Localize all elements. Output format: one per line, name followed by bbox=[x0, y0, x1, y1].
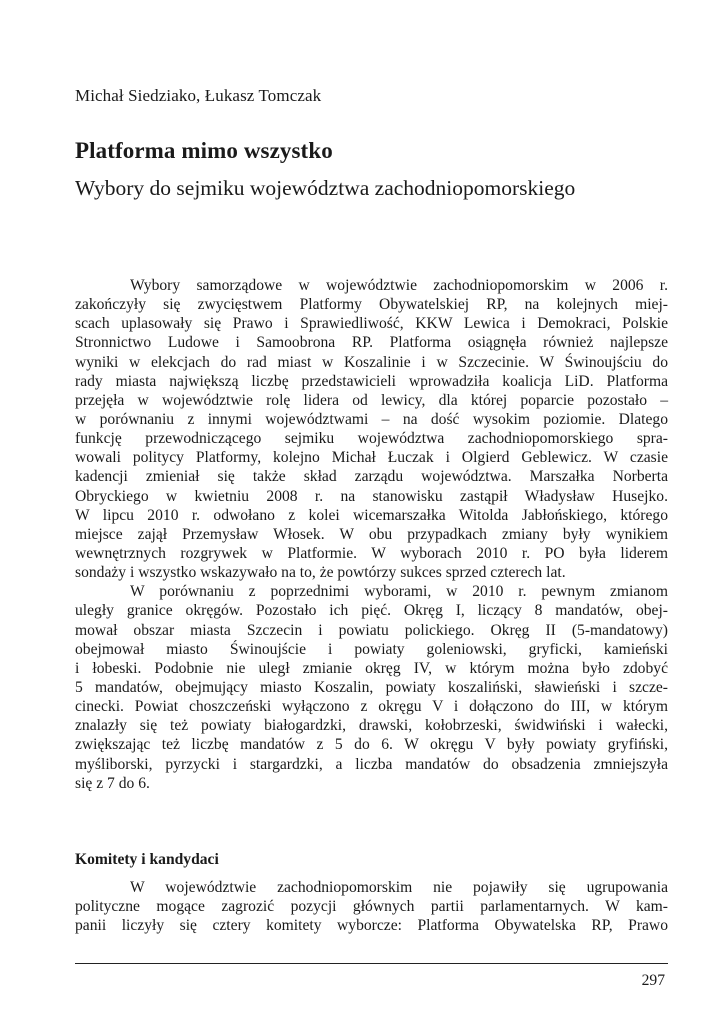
text-line: wewnętrznych rozgrywek w Platformie. W wyborach 2010 r. PO była liderem bbox=[75, 544, 668, 562]
text-line: obejmował miasto Świnoujście i powiaty goleniowski, gryficki, kamieński bbox=[75, 640, 668, 658]
text-line: miejsce zajął Przemysław Włosek. W obu przypadkach zmiany były wynikiem bbox=[75, 525, 668, 543]
text-line: Stronnictwo Ludowe i Samoobrona RP. Platforma osiągnęła również najlepsze bbox=[75, 334, 668, 352]
text-line: się z 7 do 6. bbox=[75, 774, 150, 792]
text-line: zwiększając też liczbę mandatów z 5 do 6. W okręgu V były powiaty gryfiński, bbox=[75, 736, 668, 754]
text-line: myśliborski, pyrzycki i stargardzki, a liczba mandatów do obsadzenia zmniejszyła bbox=[75, 755, 668, 773]
authors: Michał Siedziako, Łukasz Tomczak bbox=[75, 86, 322, 105]
text-line: zakończyły się zwycięstwem Platformy Obywatelskiej RP, na kolejnych miej- bbox=[75, 296, 668, 314]
text-line: W lipcu 2010 r. odwołano z kolei wicemarszałka Witolda Jabłońskiego, którego bbox=[75, 506, 668, 524]
text-line: Obryckiego w kwietniu 2008 r. na stanowisku zastąpił Władysław Husejko. bbox=[75, 487, 668, 505]
body-text bbox=[75, 276, 668, 793]
text-line: wyniki w elekcjach do rad miast w Koszalinie i w Szczecinie. W Świnoujściu do bbox=[75, 353, 668, 371]
text-line: panii liczyły się cztery komitety wyborcze: Platforma Obywatelska RP, Prawo bbox=[75, 917, 668, 935]
text-line: znalazły się też powiaty białogardzki, drawski, kołobrzeski, świdwiński i wałecki, bbox=[75, 717, 668, 735]
paragraph-1 bbox=[75, 276, 668, 582]
text-line: uległy granice okręgów. Pozostało ich pięć. Okręg I, liczący 8 mandatów, obej- bbox=[75, 602, 668, 620]
section-paragraph bbox=[75, 878, 668, 935]
text-line: sondaży i wszystko wskazywało na to, że powtórzy sukces sprzed czterech lat. bbox=[75, 564, 566, 582]
text-line: mował obszar miasta Szczecin i powiatu polickiego. Okręg II (5-mandatowy) bbox=[75, 621, 668, 639]
article-subtitle: Wybory do sejmiku województwa zachodniopomorskiego bbox=[75, 176, 576, 200]
text-line: funkcję przewodniczącego sejmiku województwa zachodniopomorskiego spra- bbox=[75, 430, 668, 448]
text-line: w porównaniu z innymi województwami – na dość wysokim poziomie. Dlatego bbox=[75, 410, 668, 428]
paragraph-2 bbox=[75, 582, 668, 793]
footer-rule bbox=[75, 963, 668, 964]
text-line: W województwie zachodniopomorskim nie pojawiły się ugrupowania bbox=[130, 879, 668, 896]
text-line: 5 mandatów, obejmujący miasto Koszalin, powiaty koszaliński, sławieński i szcze- bbox=[75, 678, 668, 696]
text-line: wowali politycy Platformy, kolejno Michał Łuczak i Olgierd Geblewicz. W czasie bbox=[75, 449, 668, 467]
article-title: Platforma mimo wszystko bbox=[75, 138, 333, 163]
text-line: przejęła w województwie rolę lidera od lewicy, dla której poparcie pozostało – bbox=[75, 391, 668, 409]
text-line: W porównaniu z poprzednimi wyborami, w 2010 r. pewnym zmianom bbox=[130, 583, 668, 601]
page-number: 297 bbox=[641, 972, 665, 989]
text-line: Wybory samorządowe w województwie zachodniopomorskim w 2006 r. bbox=[130, 277, 668, 294]
text-line: polityczne mogące zagrozić pozycji głównych partii parlamentarnych. W kam- bbox=[75, 898, 668, 916]
section-body bbox=[75, 878, 668, 935]
text-line: i łobeski. Podobnie nie uległ zmianie okręg IV, w którym można było zdobyć bbox=[75, 659, 668, 677]
text-line: cinecki. Powiat choszczeński wyłączono z okręgu V i dołączono do III, w którym bbox=[75, 698, 668, 716]
text-line: scach uplasowały się Prawo i Sprawiedliwość, KKW Lewica i Demokraci, Polskie bbox=[75, 315, 668, 333]
text-line: kadencji zmieniał się także skład zarządu województwa. Marszałka Norberta bbox=[75, 468, 668, 486]
text-line: rady miasta największą liczbę przedstawicieli wprowadziła koalicja LiD. Platforma bbox=[75, 372, 668, 390]
section-heading: Komitety i kandydaci bbox=[75, 851, 219, 868]
